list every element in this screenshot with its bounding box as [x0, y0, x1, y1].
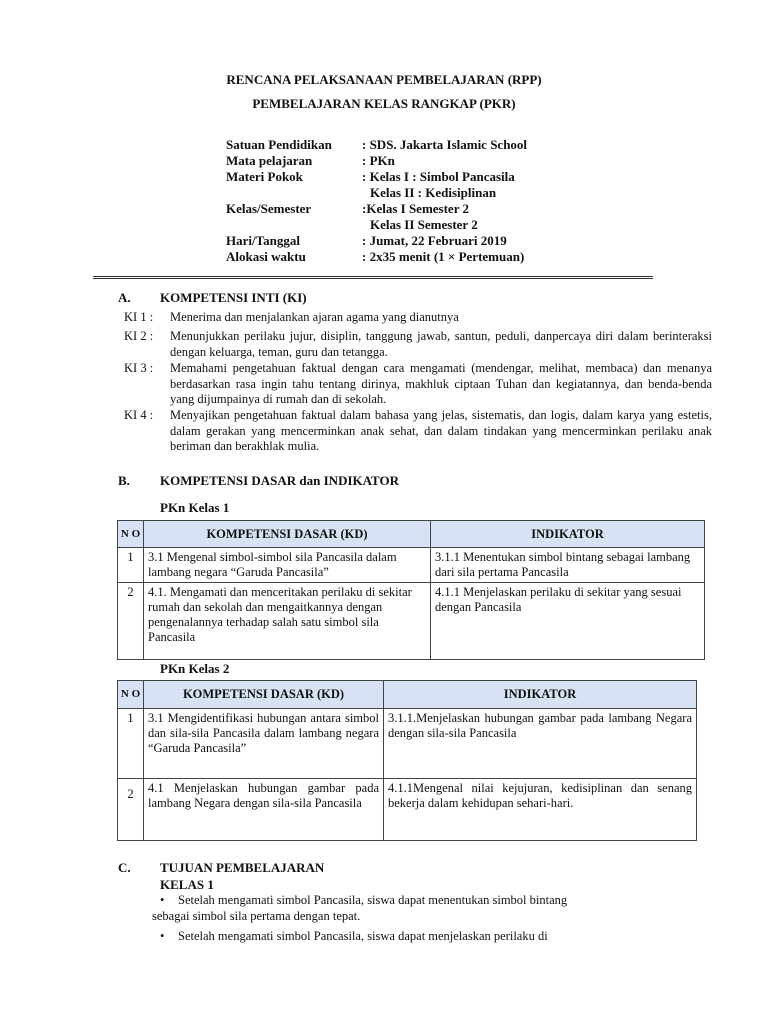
cell-kd: 4.1 Menjelaskan hubungan gambar pada lambang Negara dengan sila-sila Pancasila [144, 779, 384, 841]
meta-value: : PKn [362, 153, 395, 168]
table1-caption: PKn Kelas 1 [160, 500, 230, 515]
meta-value: : Jumat, 22 Februari 2019 [362, 233, 507, 248]
table2-caption: PKn Kelas 2 [160, 661, 230, 676]
section-c-subtitle: KELAS 1 [160, 877, 214, 892]
section-b-title: KOMPETENSI DASAR dan INDIKATOR [160, 473, 399, 488]
meta-label: Kelas/Semester [226, 201, 312, 216]
cell-kd: 4.1. Mengamati dan menceritakan perilaku di sekitar rumah dan sekolah dan mengaitkannya dengan pengenalannya terhadap salah satu simbol sila Pancasila [144, 583, 431, 660]
table-row [118, 709, 697, 779]
table-row [118, 583, 705, 660]
meta-label: Hari/Tanggal [226, 233, 300, 248]
bullet-text: Setelah mengamati simbol Pancasila, siswa dapat menentukan simbol bintang [178, 893, 568, 907]
cell-no: 1 [118, 709, 144, 779]
section-b-letter: B. [118, 473, 130, 488]
ki-code: KI 4 : [124, 408, 154, 422]
section-a-letter: A. [118, 290, 131, 305]
meta-value: Kelas II Semester 2 [370, 217, 478, 232]
table-row [118, 548, 705, 583]
document-subtitle: PEMBELAJARAN KELAS RANGKAP (PKR) [252, 96, 516, 111]
ki-code: KI 2 : [124, 329, 154, 343]
bullet-text: Setelah mengamati simbol Pancasila, siswa dapat menjelaskan perilaku di [178, 929, 548, 943]
ki-code: KI 1 : [124, 310, 154, 324]
ki-text: Memahami pengetahuan faktual dengan cara mengamati (mendengar, melihat, membaca) dan menanya berdasarkan rasa ingin tahu tentang dirinya, makhluk ciptaan Tuhan dan kegiatannya, dan benda-benda yang dijumpainya di rumah dan di sekolah. [170, 361, 712, 406]
meta-value: : SDS. Jakarta Islamic School [362, 137, 528, 152]
meta-label: Mata pelajaran [226, 153, 313, 168]
meta-value: : 2x35 menit (1 × Pertemuan) [362, 249, 525, 264]
kd-table-kelas1 [117, 520, 705, 660]
meta-value: :Kelas I Semester 2 [362, 201, 469, 216]
bullet-text-cont: sebagai simbol sila pertama dengan tepat. [152, 909, 361, 923]
ki-text: Menunjukkan perilaku jujur, disiplin, tanggung jawab, santun, peduli, danpercaya diri dalam berinteraksi dengan keluarga, teman, guru dan tetangga. [170, 329, 712, 359]
cell-no: 1 [118, 548, 144, 583]
meta-value: : Kelas I : Simbol Pancasila [362, 169, 515, 184]
ki-text: Menerima dan menjalankan ajaran agama yang dianutnya [170, 310, 459, 324]
section-c-title: TUJUAN PEMBELAJARAN [160, 860, 325, 875]
cell-kd: 3.1 Mengidentifikasi hubungan antara simbol dan sila-sila Pancasila dalam lambang negara “Garuda Pancasila” [144, 709, 384, 779]
kd-table-kelas2 [117, 680, 697, 841]
meta-label: Satuan Pendidikan [226, 137, 332, 152]
cell-no: 2 [118, 779, 144, 841]
cell-indikator: 3.1.1 Menentukan simbol bintang sebagai lambang dari sila pertama Pancasila [431, 548, 705, 583]
document-title: RENCANA PELAKSANAAN PEMBELAJARAN (RPP) [226, 72, 542, 87]
table-header-kd: KOMPETENSI DASAR (KD) [144, 521, 431, 548]
table-header-kd: KOMPETENSI DASAR (KD) [144, 681, 384, 709]
meta-label: Materi Pokok [226, 169, 303, 184]
table-row [118, 779, 697, 841]
table-header-indikator: INDIKATOR [431, 521, 705, 548]
table-header-no: N O [118, 681, 144, 709]
cell-indikator: 4.1.1Mengenal nilai kejujuran, kedisiplinan dan senang bekerja dalam kehidupan sehari-hari. [384, 779, 697, 841]
cell-kd: 3.1 Mengenal simbol-simbol sila Pancasila dalam lambang negara “Garuda Pancasila” [144, 548, 431, 583]
bullet-icon: • [160, 929, 165, 943]
section-a-title: KOMPETENSI INTI (KI) [160, 290, 307, 305]
ki-code: KI 3 : [124, 361, 154, 375]
meta-value: Kelas II : Kedisiplinan [370, 185, 497, 200]
section-c-letter: C. [118, 860, 131, 875]
ki-text: Menyajikan pengetahuan faktual dalam bahasa yang jelas, sistematis, dan logis, dalam karya yang estetis, dalam gerakan yang mencerminkan anak sehat, dan dalam tindakan yang mencerminkan perilaku anak beriman dan berakhlak mulia. [170, 408, 712, 453]
table-header-indikator: INDIKATOR [384, 681, 697, 709]
cell-indikator: 4.1.1 Menjelaskan perilaku di sekitar yang sesuai dengan Pancasila [431, 583, 705, 660]
cell-no: 2 [118, 583, 144, 660]
table-header-no: N O [118, 521, 144, 548]
cell-indikator: 3.1.1.Menjelaskan hubungan gambar pada lambang Negara dengan sila-sila Pancasila [384, 709, 697, 779]
bullet-icon: • [160, 893, 165, 907]
meta-label: Alokasi waktu [226, 249, 306, 264]
header-divider [93, 276, 653, 279]
